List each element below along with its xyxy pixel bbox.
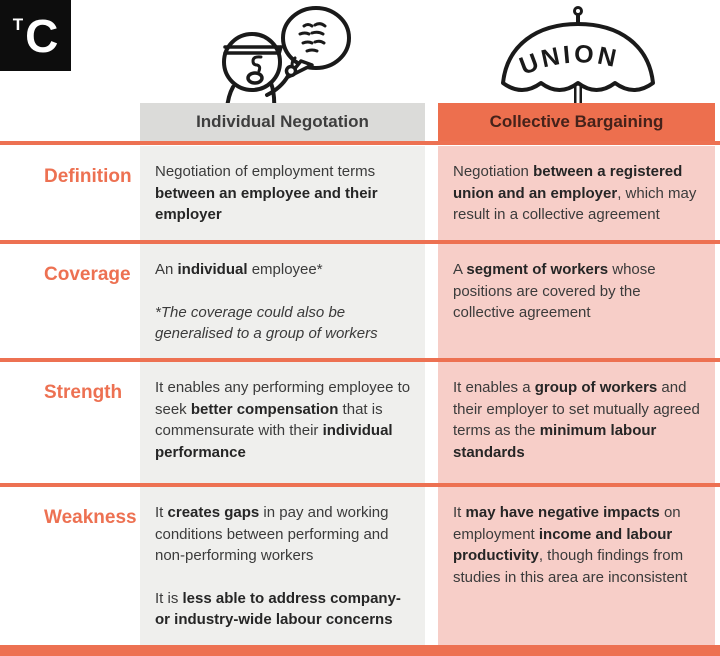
row-label-strength: Strength: [44, 382, 123, 403]
cell-strength-collective: It enables a group of workers and their employer to set mutually agreed terms as the minimum labour standards: [438, 362, 715, 483]
column-header-collective: Collective Bargaining: [438, 103, 715, 141]
cell-definition-individual: Negotiation of employment terms between an employee and their employer: [140, 146, 425, 240]
cell-strength-individual: It enables any performing employee to seek better compensation that is commensurate with their individual performance: [140, 362, 425, 483]
brand-logo: [0, 0, 71, 71]
row-divider: [0, 141, 720, 145]
logo-main-letter: C: [25, 9, 59, 62]
row-label-weakness: Weakness: [44, 507, 137, 528]
umbrella-label-text: UNION: [515, 40, 622, 81]
cell-definition-collective: Negotiation between a registered union and an employer, which may result in a collective agreement: [438, 146, 715, 240]
row-label-coverage: Coverage: [44, 264, 131, 285]
logo-sup-letter: T: [12, 14, 24, 34]
person-icon: [224, 8, 349, 109]
person-speech-illustration: [215, 0, 360, 110]
cell-weakness-individual: It creates gaps in pay and working conditions between performing and non-performing workers It is less able to address company- or industry-wide labour concerns: [140, 487, 425, 645]
column-header-individual: Individual Negotation: [140, 103, 425, 141]
table-row-weakness: [0, 487, 720, 645]
bottom-accent-bar: [0, 645, 720, 656]
table-row-coverage: [0, 244, 720, 358]
union-umbrella-illustration: [492, 3, 664, 115]
table-row-strength: [0, 362, 720, 483]
table-row-definition: [0, 146, 720, 240]
row-label-definition: Definition: [44, 166, 132, 187]
cell-coverage-collective: A segment of workers whose positions are covered by the collective agreement: [438, 244, 715, 358]
cell-coverage-individual: An individual employee* *The coverage could also be generalised to a group of workers: [140, 244, 425, 358]
cell-weakness-collective: It may have negative impacts on employment income and labour productivity, though findings from studies in this area are inconsistent: [438, 487, 715, 645]
